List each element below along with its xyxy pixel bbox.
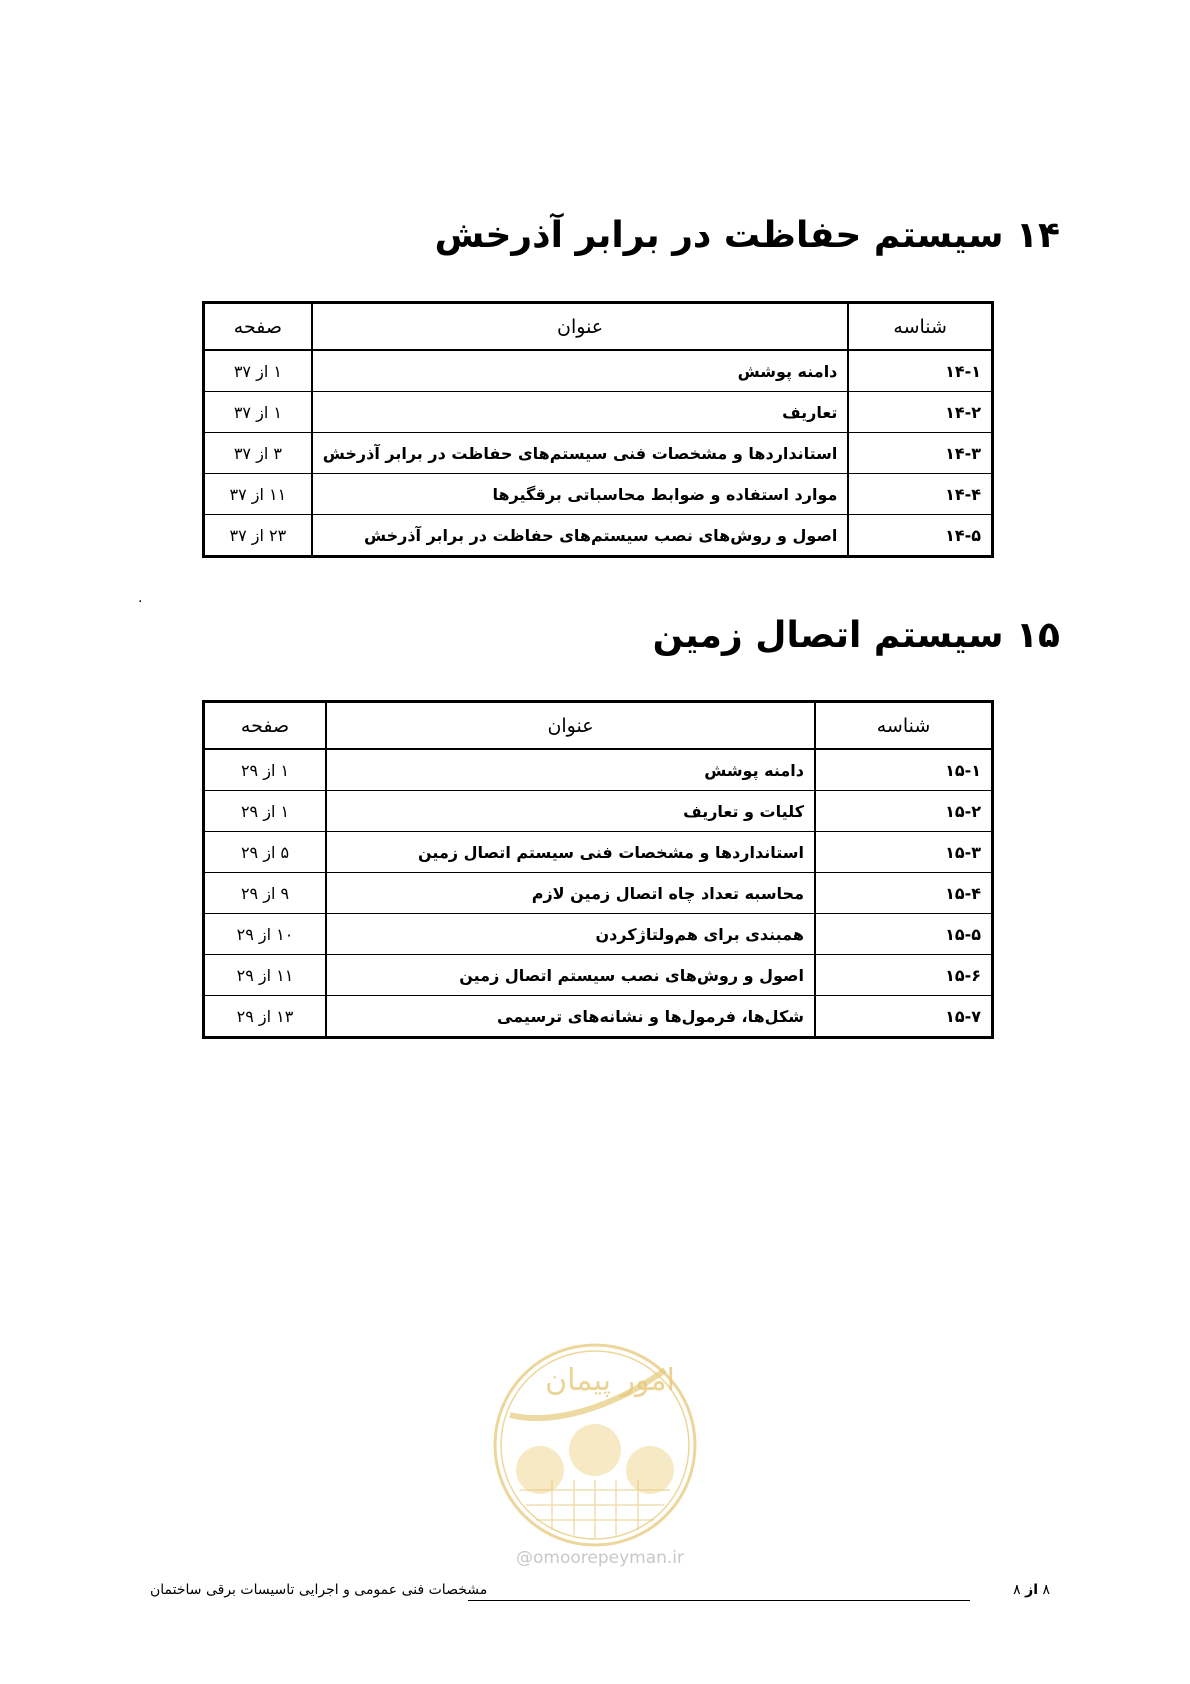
row-id: ۱۴-۱: [848, 350, 992, 392]
row-id: ۱۵-۵: [815, 914, 993, 955]
row-page: ۳ از ۳۷: [204, 433, 312, 474]
page-of: از: [1025, 1582, 1039, 1598]
column-header-id: شناسه: [815, 702, 993, 750]
section-15-heading: ۱۵ سیستم اتصال زمین: [652, 615, 1060, 656]
row-page: ۵ از ۲۹: [204, 832, 327, 873]
row-title: اصول و روش‌های نصب سیستم‌های حفاظت در برابر آذرخش: [312, 515, 849, 557]
row-id: ۱۵-۲: [815, 791, 993, 832]
column-header-id: شناسه: [848, 303, 992, 351]
table-row: [204, 433, 993, 474]
table-header-row: [204, 303, 993, 351]
row-id: ۱۴-۳: [848, 433, 992, 474]
section-14-table: [202, 301, 994, 558]
footer-rule: [468, 1600, 970, 1601]
document-title: مشخصات فنی عمومی و اجرایی تاسیسات برقی ساختمان: [150, 1582, 488, 1598]
row-id: ۱۵-۱: [815, 749, 993, 791]
row-id: ۱۵-۴: [815, 873, 993, 914]
page-footer: [150, 1582, 1050, 1612]
column-header-title: عنوان: [312, 303, 849, 351]
row-title: استانداردها و مشخصات فنی سیستم اتصال زمین: [326, 832, 815, 873]
row-page: ۹ از ۲۹: [204, 873, 327, 914]
row-page: ۱۰ از ۲۹: [204, 914, 327, 955]
row-id: ۱۴-۲: [848, 392, 992, 433]
table-row: [204, 873, 993, 914]
table-row: [204, 832, 993, 873]
column-header-title: عنوان: [326, 702, 815, 750]
row-title: دامنه پوشش: [312, 350, 849, 392]
row-title: محاسبه تعداد چاه اتصال زمین لازم: [326, 873, 815, 914]
page-number: [1013, 1582, 1050, 1598]
row-page: ۲۳ از ۳۷: [204, 515, 312, 557]
row-page: ۱۱ از ۳۷: [204, 474, 312, 515]
row-page: ۱ از ۳۷: [204, 350, 312, 392]
row-title: همبندی برای هم‌ولتاژکردن: [326, 914, 815, 955]
row-id: ۱۵-۶: [815, 955, 993, 996]
section-14-heading: ۱۴ سیستم حفاظت در برابر آذرخش: [434, 215, 1060, 256]
watermark-url: @omoorepeyman.ir: [515, 1548, 685, 1568]
row-title: تعاریف: [312, 392, 849, 433]
page-current: ۸: [1042, 1582, 1050, 1598]
row-id: ۱۴-۴: [848, 474, 992, 515]
table-row: [204, 350, 993, 392]
table-row: [204, 392, 993, 433]
table-row: [204, 914, 993, 955]
page-total: ۸: [1013, 1582, 1021, 1598]
row-title: شکل‌ها، فرمول‌ها و نشانه‌های ترسیمی: [326, 996, 815, 1038]
row-title: استانداردها و مشخصات فنی سیستم‌های حفاظت در برابر آذرخش: [312, 433, 849, 474]
table-row: [204, 996, 993, 1038]
row-page: ۱ از ۲۹: [204, 791, 327, 832]
table-row: [204, 791, 993, 832]
row-id: ۱۴-۵: [848, 515, 992, 557]
table-row: [204, 515, 993, 557]
row-page: ۱ از ۳۷: [204, 392, 312, 433]
row-id: ۱۵-۷: [815, 996, 993, 1038]
stray-dot: .: [138, 590, 143, 606]
table-row: [204, 474, 993, 515]
row-title: اصول و روش‌های نصب سیستم اتصال زمین: [326, 955, 815, 996]
watermark-logo: [490, 1330, 700, 1560]
row-id: ۱۵-۳: [815, 832, 993, 873]
row-page: ۱۱ از ۲۹: [204, 955, 327, 996]
row-page: ۱۳ از ۲۹: [204, 996, 327, 1038]
column-header-page: صفحه: [204, 303, 312, 351]
row-page: ۱ از ۲۹: [204, 749, 327, 791]
column-header-page: صفحه: [204, 702, 327, 750]
section-15-table: [202, 700, 994, 1039]
row-title: کلیات و تعاریف: [326, 791, 815, 832]
watermark-logo-text: امور پیمان: [545, 1363, 675, 1398]
table-header-row: [204, 702, 993, 750]
row-title: موارد استفاده و ضوابط محاسباتی برقگیرها: [312, 474, 849, 515]
row-title: دامنه پوشش: [326, 749, 815, 791]
table-row: [204, 955, 993, 996]
table-row: [204, 749, 993, 791]
